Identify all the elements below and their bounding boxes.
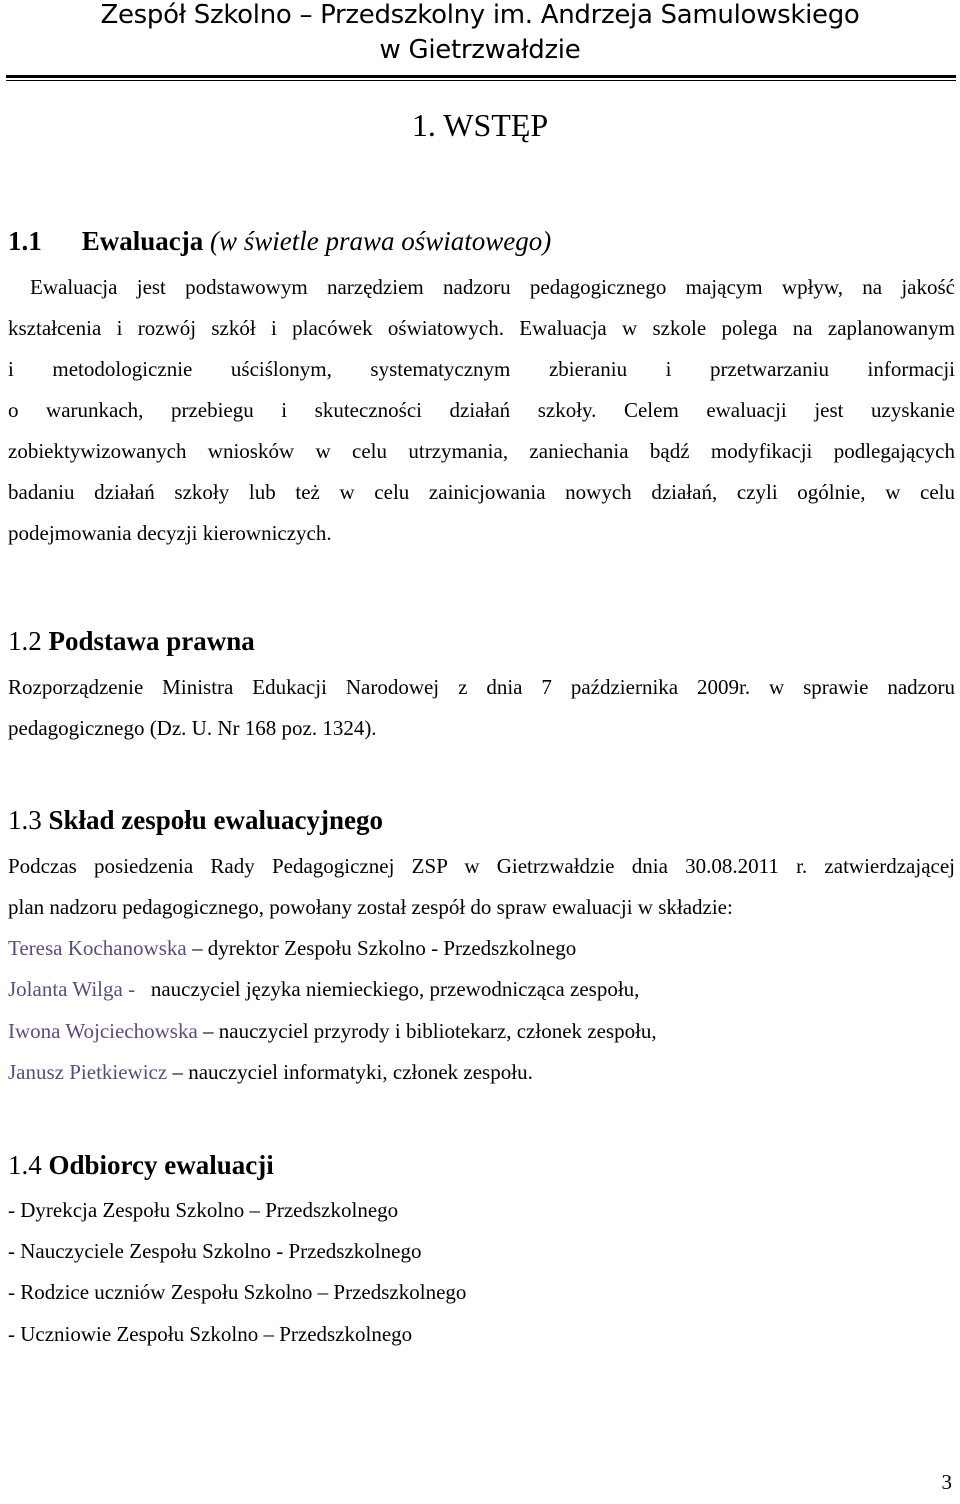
header-school-name: Zespół Szkolno – Przedszkolny im. Andrzeja Samulowskiego [100,0,860,30]
section-number: 1.1 [8,226,42,256]
section-number: 1.3 [8,805,42,835]
team-member-role: – nauczyciel przyrody i bibliotekarz, członek zespołu, [197,1019,657,1043]
team-member [8,928,576,969]
header-location: w Gietrzwałdzie [379,35,581,65]
section-heading-1-3 [8,803,383,837]
team-member [8,969,639,1010]
list-item: - Nauczyciele Zespołu Szkolno - Przedszkolnego [8,1239,422,1263]
team-member-name: Teresa Kochanowska [8,936,187,960]
page-number: 3 [941,1470,952,1494]
paragraph-line: o warunkach, przebiegu i skuteczności działań szkoły. Celem ewaluacji jest uzyskanie [8,398,955,422]
team-member-name: Janusz Pietkiewicz [8,1060,168,1084]
section-heading-1-1 [8,224,551,258]
section-number: 1.4 [8,1150,42,1180]
section-number: 1.2 [8,626,42,656]
paragraph-line: Ewaluacja jest podstawowym narzędziem nadzoru pedagogicznego mającym wpływ, na jakość [30,275,955,299]
section-1-3-paragraph [8,846,955,928]
header-rule-thin [6,80,956,81]
section-title: Skład zespołu ewaluacyjnego [48,805,384,835]
team-member-role: – nauczyciel informatyki, członek zespołu. [167,1060,533,1084]
chapter-title: 1. WSTĘP [411,107,549,143]
paragraph-line: kształcenia i rozwój szkół i placówek oświatowych. Ewaluacja w szkole polega na zaplanowanym [8,316,955,340]
paragraph-line: zobiektywizowanych wniosków w celu utrzymania, zaniechania bądź modyfikacji podlegających [8,439,955,463]
paragraph-line: i metodologicznie uściślonym, systematycznym zbieraniu i przetwarzaniu informacji [8,357,955,381]
paragraph-line: pedagogicznego (Dz. U. Nr 168 poz. 1324). [8,716,377,740]
list-item: - Rodzice uczniów Zespołu Szkolno – Przedszkolnego [8,1280,467,1304]
team-member-role: – dyrektor Zespołu Szkolno - Przedszkolnego [186,936,577,960]
team-member [8,1011,657,1052]
team-member-name: Jolanta Wilga - [8,977,136,1001]
team-member [8,1052,533,1093]
header-rule-thick [6,75,956,78]
section-title-italic: (w świetle prawa oświatowego) [210,226,552,256]
section-1-2-paragraph [8,667,955,749]
section-title: Odbiorcy ewaluacji [48,1150,274,1180]
section-heading-1-2 [8,624,255,658]
team-member-role: nauczyciel języka niemieckiego, przewodnicząca zespołu, [135,977,640,1001]
paragraph-line: podejmowania decyzji kierowniczych. [8,521,332,545]
section-heading-1-4 [8,1148,274,1182]
paragraph-line: Podczas posiedzenia Rady Pedagogicznej ZSP w Gietrzwałdzie dnia 30.08.2011 r. zatwierdzającej [8,854,955,878]
paragraph-line: Rozporządzenie Ministra Edukacji Narodowej z dnia 7 października 2009r. w sprawie nadzoru [8,675,955,699]
list-item: - Uczniowie Zespołu Szkolno – Przedszkolnego [8,1322,413,1346]
section-title: Podstawa prawna [48,626,255,656]
list-item: - Dyrekcja Zespołu Szkolno – Przedszkolnego [8,1198,399,1222]
paragraph-line: badaniu działań szkoły lub też w celu zainicjowania nowych działań, czyli ogólnie, w celu [8,480,955,504]
section-title: Ewaluacja [81,226,204,256]
paragraph-line: plan nadzoru pedagogicznego, powołany został zespół do spraw ewaluacji w składzie: [8,895,733,919]
section-1-1-paragraph [8,267,955,554]
team-member-name: Iwona Wojciechowska [8,1019,198,1043]
